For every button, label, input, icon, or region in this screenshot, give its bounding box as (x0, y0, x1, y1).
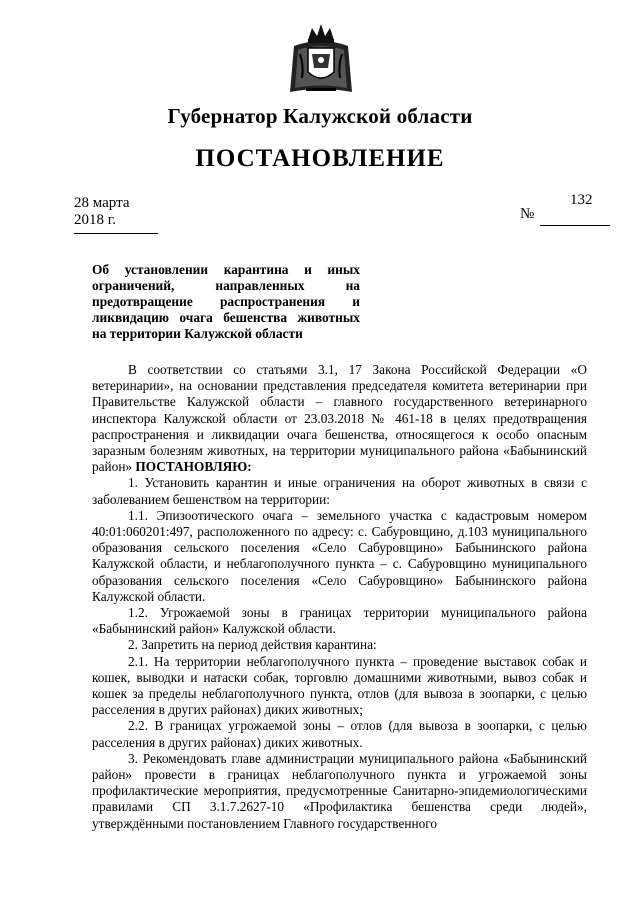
emblem-crown (308, 24, 334, 40)
subject-line: Об установлении карантина и иных (92, 262, 360, 277)
number-sign-label: № (520, 206, 535, 222)
subject-line: ограничений, направленных на (92, 278, 360, 293)
subject-line: предотвращение распространения и (92, 294, 360, 309)
preamble-text: В соответствии со статьями 3.1, 17 Закона Российской Федерации «О ветеринарии», на основании представления председателя комитета ветеринарии при Правительстве Калужской области – главного государственного ветеринарного инспектора Калужской области от 23.03.2018 № 461-18 в целях предотвращения распространения и ликвидации очага бешенства, относящегося к особо опасным заразным болезням животных, на территории муниципального района «Бабынинский район» (92, 362, 587, 475)
body-paragraph: 2.2. В границах угрожаемой зоны – отлов (для вывоза в зоопарки, с целью расселения в других районах) диких животных. (92, 718, 587, 750)
body-paragraph: 2. Запретить на период действия карантина: (128, 637, 377, 653)
document-type-title: ПОСТАНОВЛЕНИЕ (195, 145, 445, 172)
decree-word: ПОСТАНОВЛЯЮ: (135, 459, 252, 475)
coat-of-arms-emblem (286, 20, 356, 96)
body-paragraph: 1. Установить карантин и иные ограничения на оборот животных в связи с заболеванием бешенством на территории: (92, 475, 587, 507)
document-number: 132 (570, 192, 593, 208)
body-paragraph: 1.1. Эпизоотического очага – земельного участка с кадастровым номером 40:01:060201:497, расположенного по адресу: с. Сабуровщино, д.103 муниципального образования сельского поселения «Село Сабуровщино» Бабынинского района Калужской области, и неблагополучного пункта – с. Сабуровщино муниципального образования сельского поселения «Село Сабуровщино» Бабынинского района Калужской области. (92, 507, 587, 604)
issuing-authority: Губернатор Калужской области (167, 104, 473, 128)
body-paragraph: 1.2. Угрожаемой зоны в границах территории муниципального района «Бабынинский район» Калужской области. (92, 605, 587, 637)
subject-line: ликвидацию очага бешенства животных (92, 310, 360, 325)
body-paragraph: 2.1. На территории неблагополучного пункта – проведение выставок собак и кошек, выводки и натаски собак, торговлю домашними животными, вывоз собак и кошек за пределы неблагополучного пункта, отлов (для вывоза в зоопарки, с целью расселения в других районах) диких животных; (92, 653, 587, 718)
document-subject (92, 262, 360, 342)
body-paragraph: 3. Рекомендовать главе администрации муниципального района «Бабынинский район» провести в границах неблагополучного пункта и угрожаемой зоны профилактические мероприятия, предусмотренные Санитарно-эпидемиологическими правилами СП 3.1.7.2627-10 «Профилактика бешенства среди людей», утверждёнными постановлением Главного государственного (92, 750, 587, 831)
document-date: 28 марта 2018 г. (74, 195, 158, 234)
preamble-paragraph (92, 362, 587, 475)
number-underline (540, 225, 610, 226)
subject-line: на территории Калужской области (92, 326, 303, 341)
document-body (92, 362, 587, 832)
